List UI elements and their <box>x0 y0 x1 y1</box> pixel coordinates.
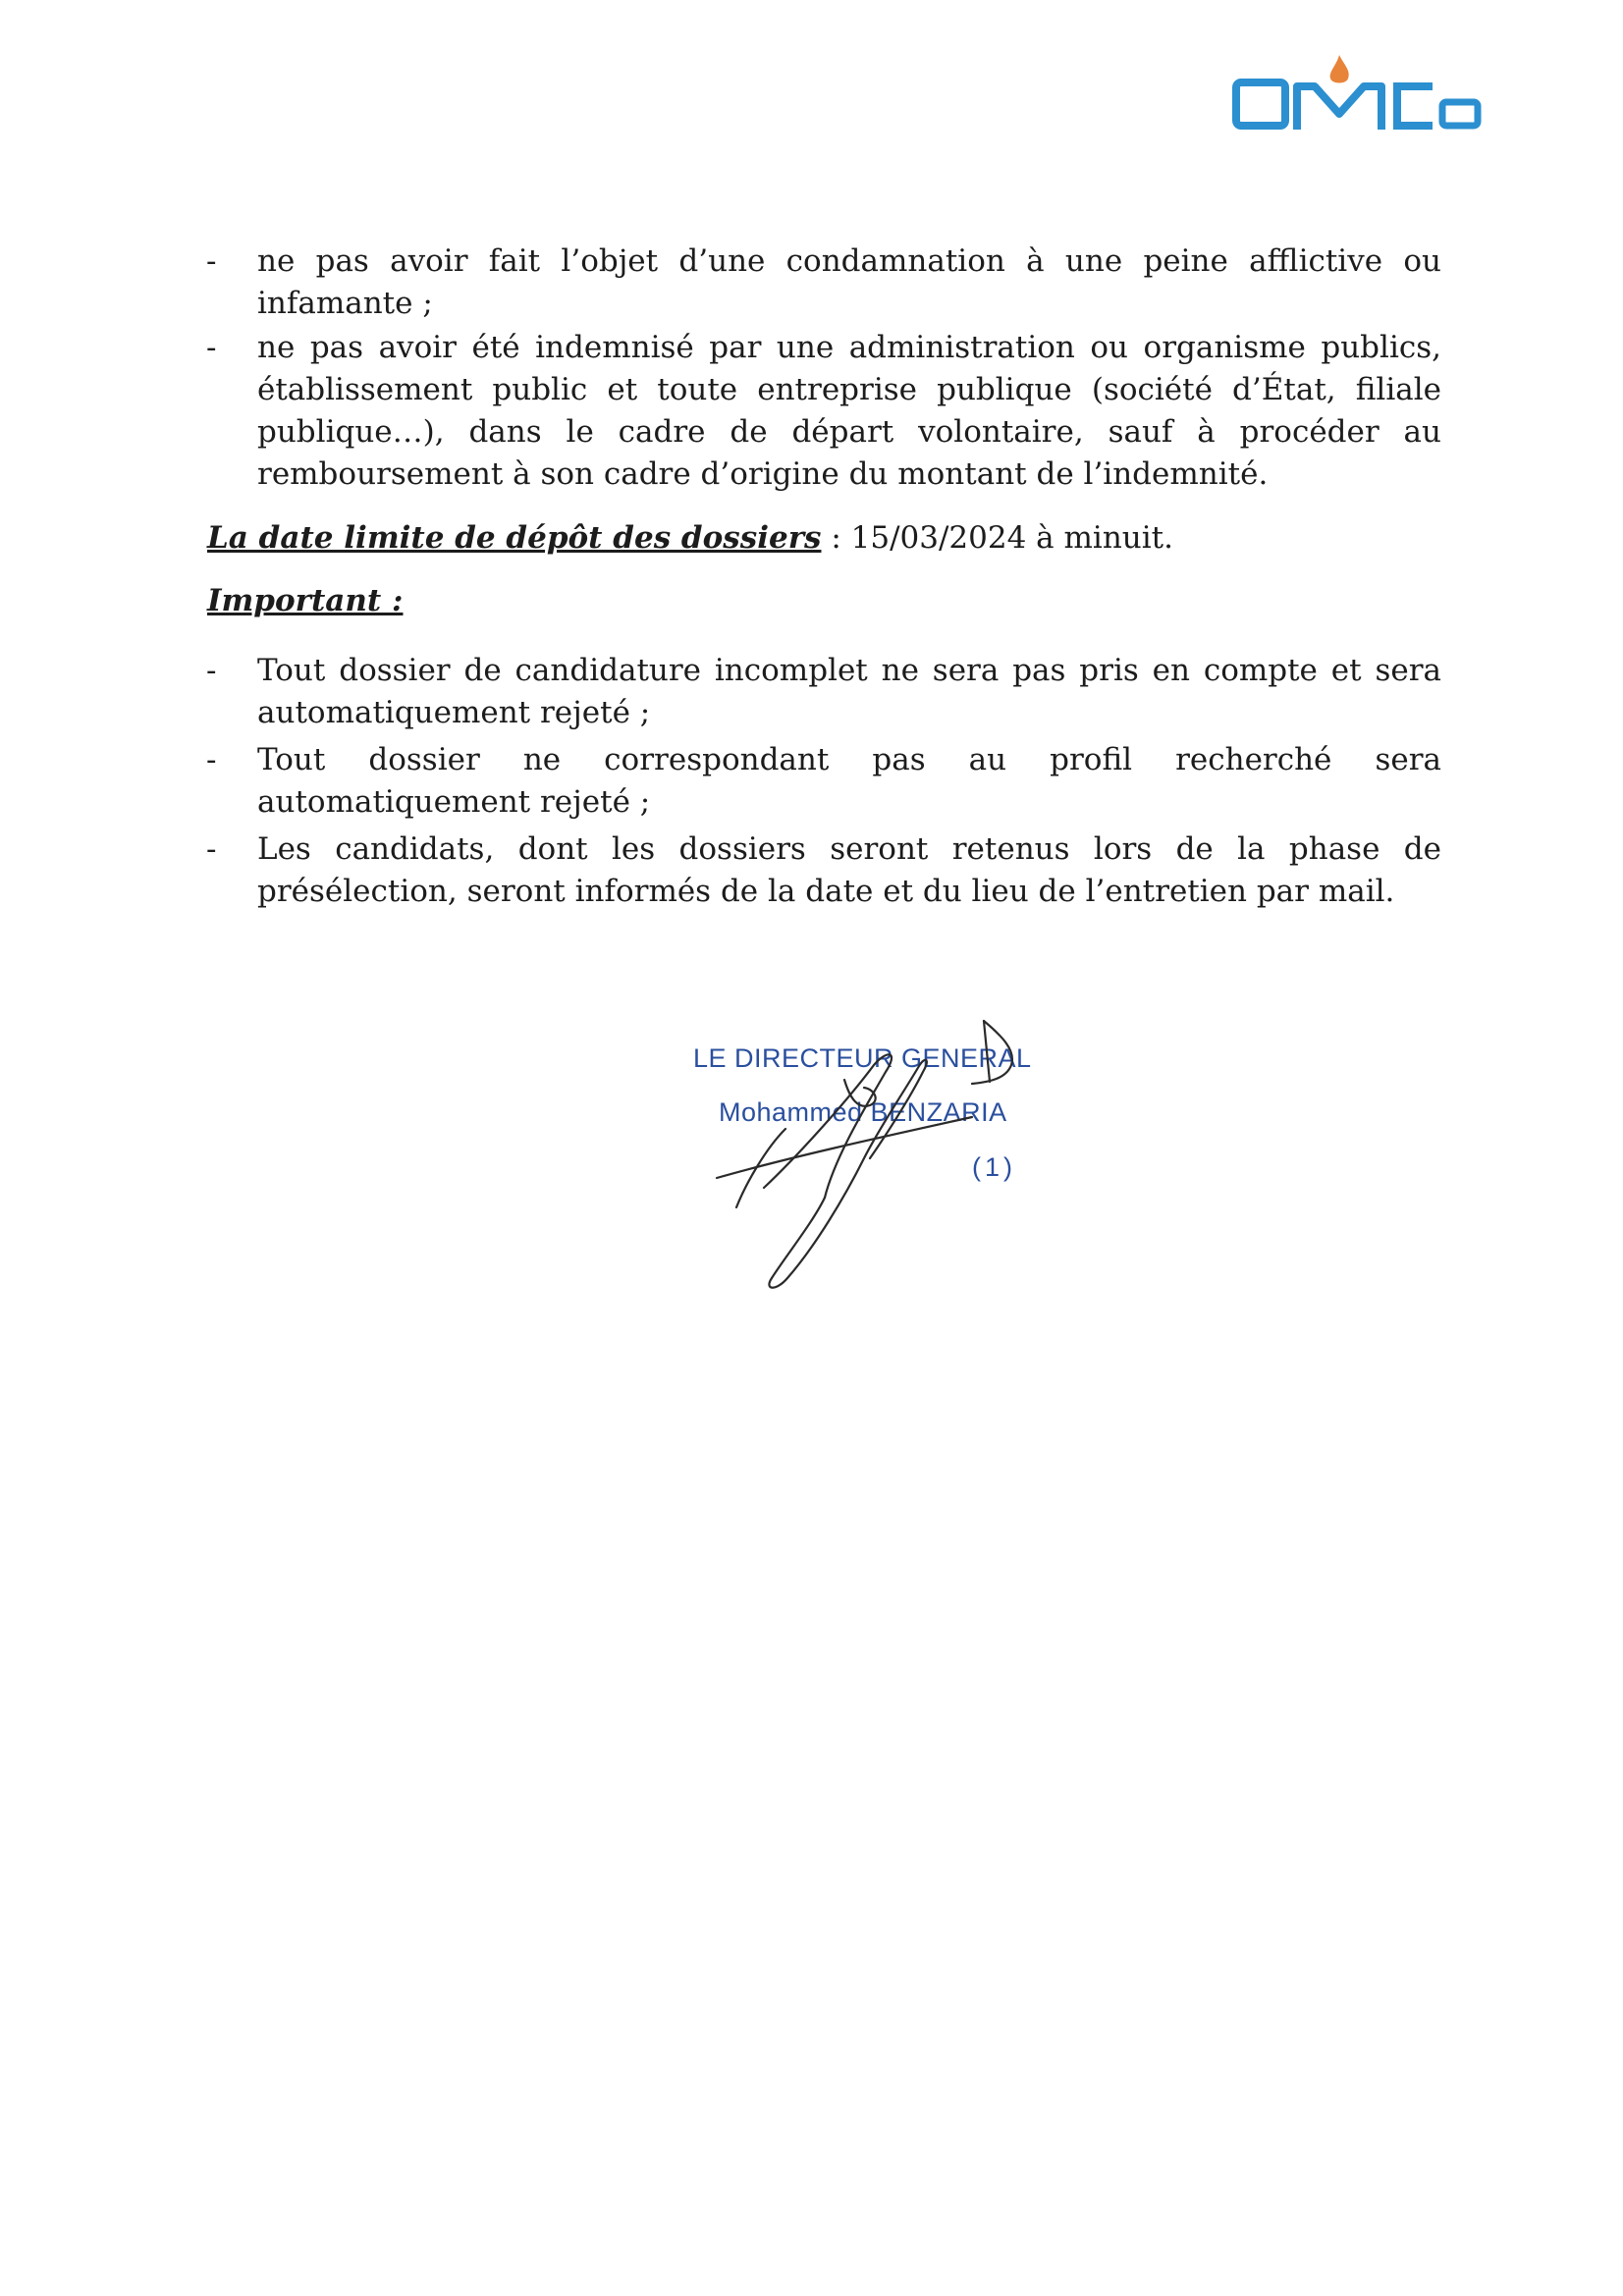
deadline-line <box>207 517 1173 560</box>
important-text: Tout dossier de candidature incomplet ne sera pas pris en compte et sera automatiquement rejeté ; <box>257 653 1441 730</box>
signatory-title: LE DIRECTEUR GENERAL <box>693 1043 1032 1073</box>
important-list <box>196 650 1441 918</box>
important-text: Les candidats, dont les dossiers seront retenus lors de la phase de présélection, seront informés de la date et du lieu de l’entretien par mail. <box>257 831 1441 909</box>
signatory-name: Mohammed BENZARIA <box>719 1097 1007 1127</box>
list-item <box>196 828 1441 913</box>
company-logo <box>1232 51 1488 139</box>
bullet-dash: - <box>206 653 217 688</box>
condition-text: ne pas avoir fait l’objet d’une condamnation à une peine afflictive ou infamante ; <box>257 243 1441 321</box>
list-item <box>196 327 1441 496</box>
bullet-dash: - <box>206 330 217 365</box>
deadline-value: 15/03/2024 à minuit. <box>850 520 1173 556</box>
handwritten-signature <box>677 1011 1090 1306</box>
list-item <box>196 240 1441 325</box>
signatory-number: (1) <box>972 1152 1016 1182</box>
important-text: Tout dossier ne correspondant pas au profil recherché sera automatiquement rejeté ; <box>257 742 1441 820</box>
bullet-dash: - <box>206 831 217 867</box>
important-heading: Important : <box>207 583 404 618</box>
condition-text: ne pas avoir été indemnisé par une administration ou organisme publics, établissement public et toute entreprise publique (société d’État, filiale publique…), dans le cadre de départ volontaire, sauf à procéder au remboursement à son cadre d’origine du montant de l’indemnité. <box>257 330 1441 492</box>
bullet-dash: - <box>206 243 217 279</box>
signature-stamp <box>677 1011 1090 1306</box>
list-item <box>196 650 1441 734</box>
deadline-label: La date limite de dépôt des dossiers <box>207 520 822 556</box>
deadline-separator: : <box>821 520 851 556</box>
omco-logo-mark <box>1232 51 1488 139</box>
list-item <box>196 739 1441 824</box>
bullet-dash: - <box>206 742 217 777</box>
conditions-list <box>196 240 1441 496</box>
